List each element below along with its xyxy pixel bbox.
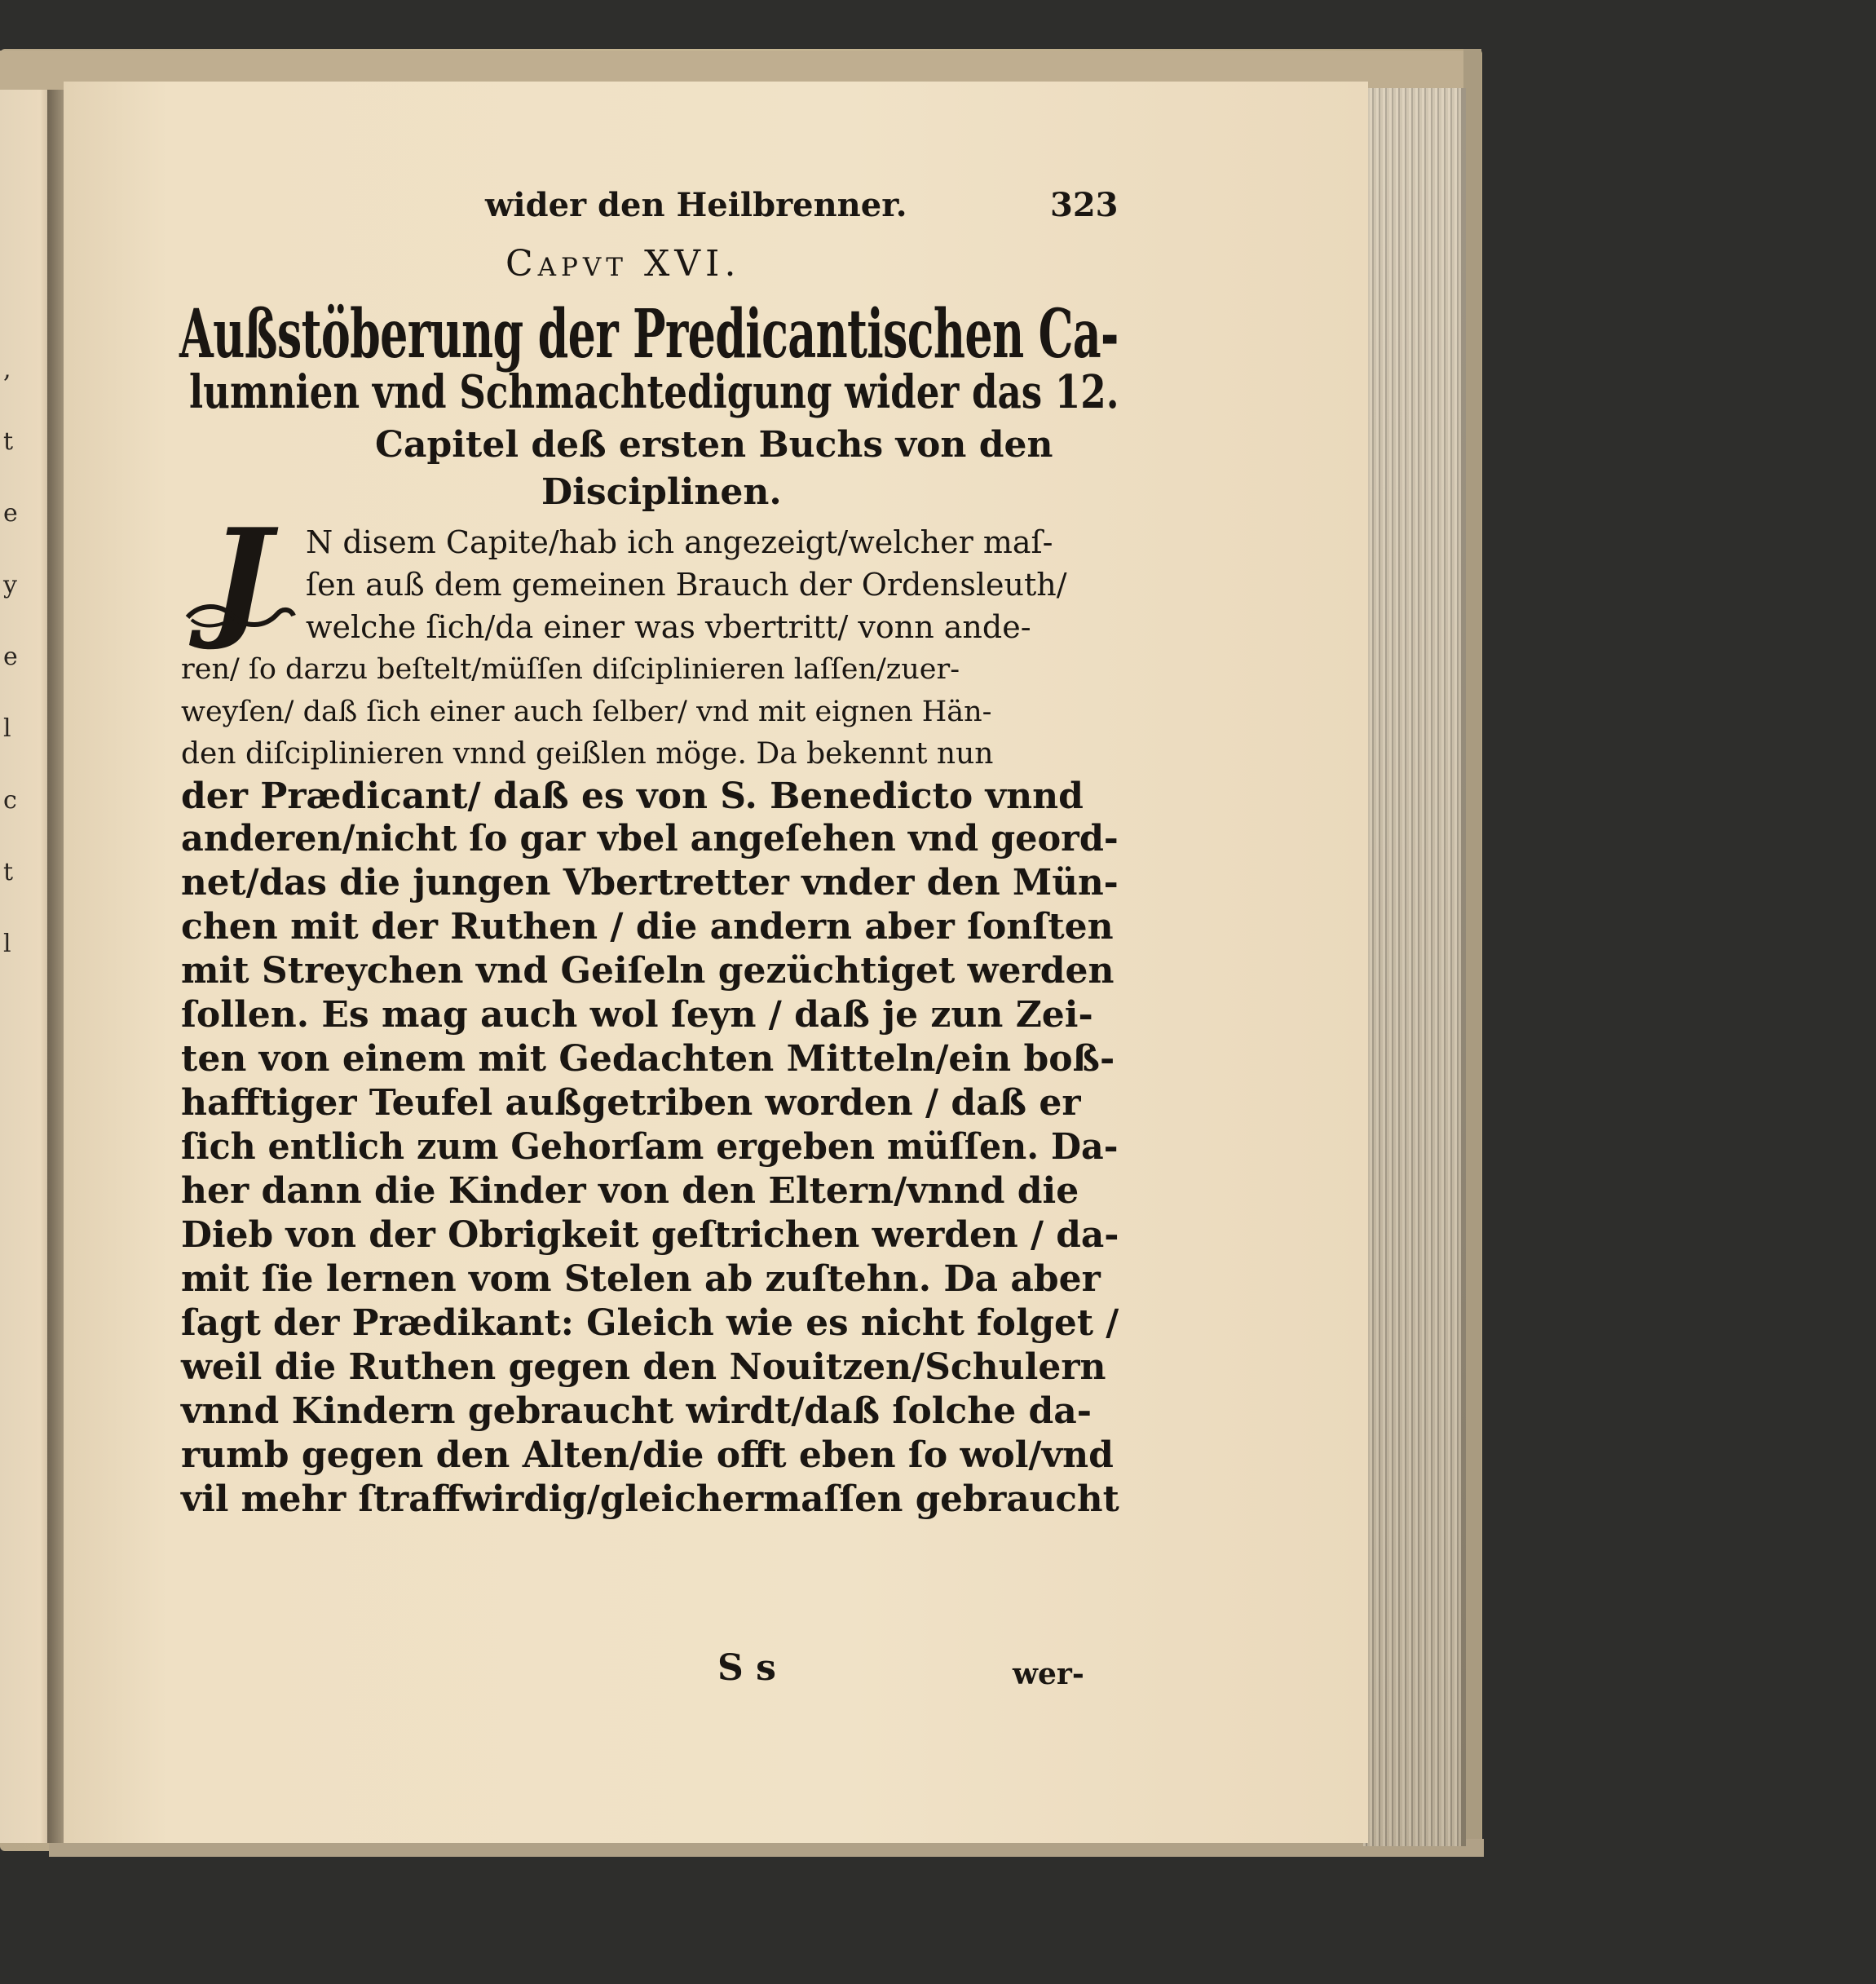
running-head: wider den Heilbrenner. [485, 186, 907, 224]
body-line: her dann die Kinder von den Eltern/vnnd die [181, 1170, 1079, 1212]
left-mark: e [3, 643, 18, 671]
left-mark: , [3, 356, 11, 384]
body-line: weil die Ruthen gegen den Nouitzen/Schulern [181, 1346, 1106, 1388]
chapter-title-line: Disciplinen. [541, 471, 782, 513]
body-line: vnnd Kindern gebraucht wirdt/daß ſolche da- [181, 1390, 1092, 1432]
body-line: den diſciplinieren vnnd geißlen möge. Da bekennt nun [181, 737, 994, 771]
body-line: mit Streychen vnd Geiſeln gezüchtiget werden [181, 950, 1115, 992]
body-line: mit ſie lernen vom Stelen ab zuſtehn. Da aber [181, 1258, 1101, 1300]
left-mark: y [3, 571, 17, 599]
body-line: anderen/nicht ſo gar vbel angeſehen vnd geord- [181, 818, 1119, 859]
body-line: vil mehr ſtraffwirdig/gleichermaſſen gebraucht [181, 1478, 1119, 1520]
page-number: 323 [1050, 186, 1119, 224]
body-line: Dieb von der Obrigkeit geſtrichen werden / da- [181, 1214, 1119, 1256]
body-line: rumb gegen den Alten/die offt eben ſo wol/vnd [181, 1434, 1114, 1476]
left-mark: t [3, 427, 14, 456]
body-line: ſagt der Prædikant: Gleich wie es nicht folget / [181, 1302, 1119, 1344]
body-line: net/das die jungen Vbertretter vnder den Mün- [181, 862, 1119, 904]
chapter-title-line: Capitel deß ersten Buchs von den [375, 424, 1053, 466]
left-mark: t [3, 858, 14, 886]
body-line: ſich entlich zum Gehorſam ergeben müſſen. Da- [181, 1126, 1119, 1168]
body-line: der Prædicant/ daß es von S. Benedicto vnnd [181, 775, 1084, 817]
body-line: chen mit der Ruthen / die andern aber ſonſten [181, 906, 1114, 948]
body-line: welche ſich/da einer was vbertritt/ vonn ande- [306, 609, 1031, 645]
left-page-marks [3, 334, 20, 1150]
left-mark: c [3, 786, 17, 815]
body-line: ſen auß dem gemeinen Brauch der Ordensleuth/ [306, 567, 1067, 603]
body-line: weyſen/ daß ſich einer auch ſelber/ vnd mit eignen Hän- [181, 696, 992, 728]
drop-cap-flourish-icon [183, 599, 298, 632]
body-line: ten von einem mit Gedachten Mitteln/ein boß- [181, 1038, 1115, 1080]
body-line: hafftiger Teufel außgetriben worden / daß er [181, 1082, 1081, 1124]
left-mark: l [3, 930, 11, 958]
signature-mark: S s [717, 1647, 776, 1689]
body-line: ſollen. Es mag auch wol ſeyn / daß je zun Zei- [181, 994, 1093, 1036]
left-mark: e [3, 499, 18, 528]
left-mark: l [3, 714, 11, 743]
chapter-title-line: Außstöberung der Predicantischen Ca- [179, 295, 1119, 373]
chapter-heading: Capvt XVI. [505, 243, 741, 285]
chapter-title-line: lumnien vnd Schmachtedigung wider das 12. [189, 365, 1119, 419]
body-line: N disem Capite/hab ich angezeigt/welcher maſ- [306, 524, 1053, 560]
catchword: wer- [1013, 1657, 1084, 1691]
book-cover-right-edge [1463, 49, 1481, 1851]
body-line: ren/ ſo darzu beſtelt/müſſen diſciplinieren laſſen/zuer- [181, 653, 960, 686]
page-edges-shade [1363, 88, 1466, 1846]
drop-cap-initial: J [210, 500, 271, 653]
